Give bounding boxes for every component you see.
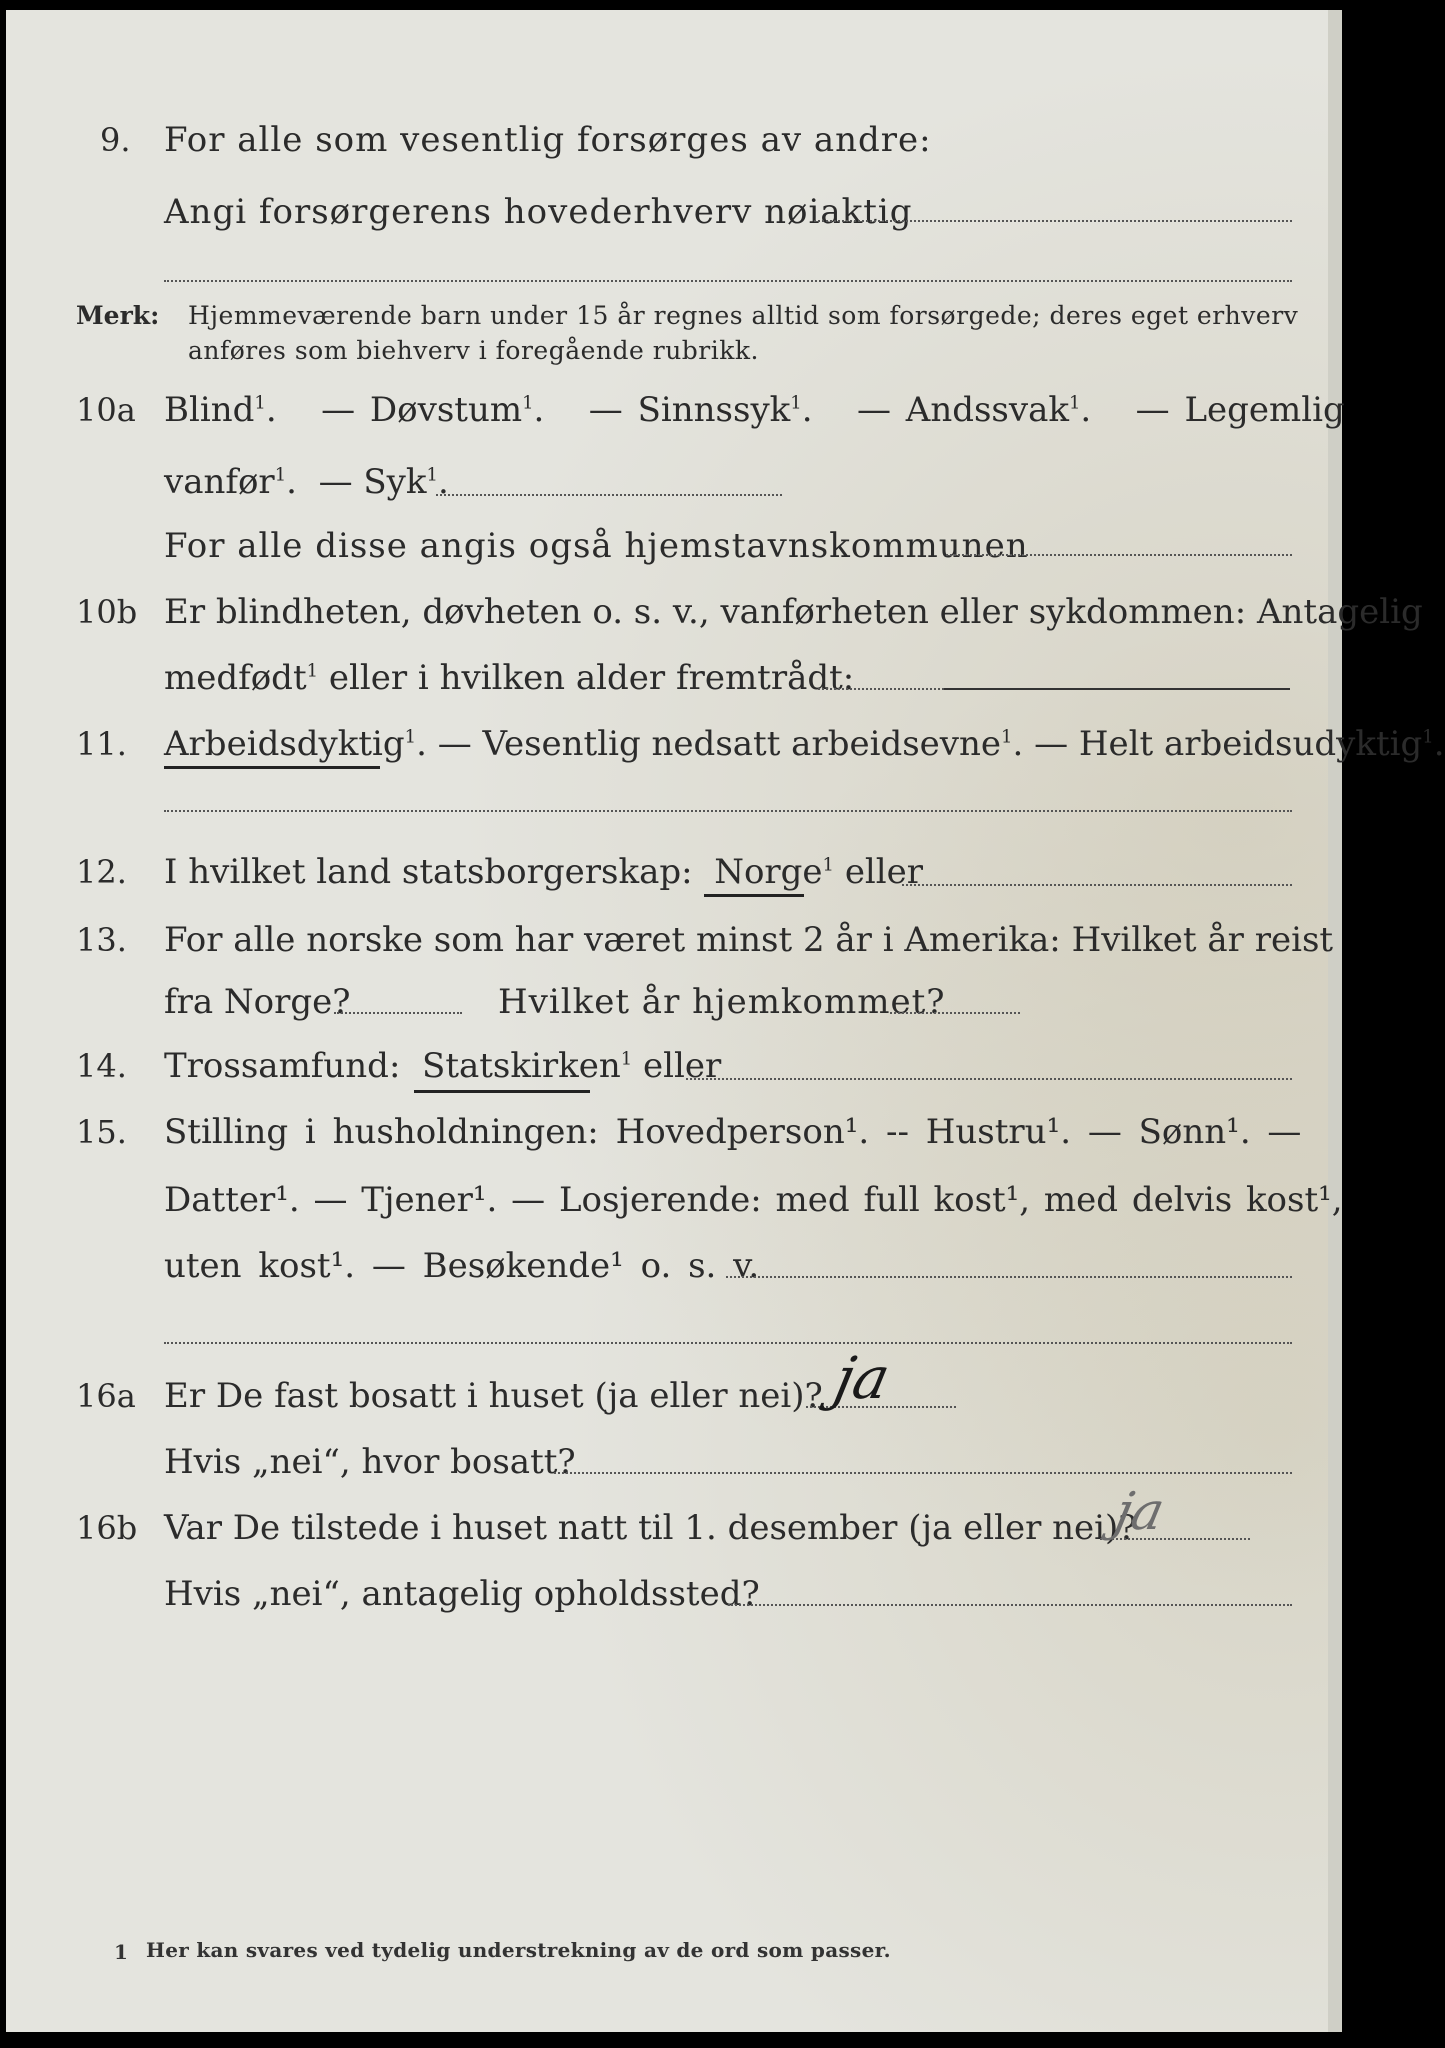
q16a-line2: Hvis „nei“, hvor bosatt? bbox=[164, 1442, 576, 1482]
footnote-ref: 1 bbox=[620, 1048, 633, 1070]
norge-underline bbox=[704, 894, 804, 897]
q15-answer-line[interactable] bbox=[726, 1276, 1292, 1278]
option-legemlig[interactable]: — Legemlig bbox=[1135, 390, 1345, 430]
option-arbeidsdyktig[interactable]: Arbeidsdyktig bbox=[164, 724, 405, 764]
footnote-ref: 1 bbox=[790, 392, 802, 414]
footnote-ref: 1 bbox=[404, 726, 417, 748]
q16b-number: 16b bbox=[76, 1509, 138, 1547]
q15-number: 15. bbox=[76, 1113, 127, 1151]
q11-number: 11. bbox=[76, 725, 127, 763]
statskirken-underline bbox=[414, 1090, 590, 1093]
footnote-ref: 1 bbox=[254, 392, 266, 414]
merk-line2: anføres som biehverv i foregående rubrikk. bbox=[188, 336, 759, 365]
footnote-ref: 1 bbox=[306, 660, 319, 682]
q9-line1: For alle som vesentlig forsørges av andre: bbox=[164, 120, 932, 160]
footnote-ref: 1 bbox=[426, 464, 438, 486]
q16b-line2: Hvis „nei“, antagelig opholdssted? bbox=[164, 1574, 760, 1614]
option-udyktig[interactable]: . — Helt arbeidsudyktig bbox=[1012, 724, 1423, 764]
q11-line: Arbeidsdyktig$^1$. — Vesentlig nedsatt arbeidsevne$^1$. — Helt arbeidsudyktig$^1$. bbox=[164, 724, 1445, 764]
footnote-ref: 1 bbox=[274, 464, 287, 486]
option-norge[interactable]: Norge bbox=[714, 852, 823, 892]
q13-line1: For alle norske som har været minst 2 år i Amerika: Hvilket år reist bbox=[164, 920, 1334, 960]
merk-line1: Hjemmeværende barn under 15 år regnes alltid som forsørgede; deres eget erhverv bbox=[188, 301, 1299, 330]
q14-answer-line[interactable] bbox=[686, 1078, 1292, 1080]
q15-answer-line-2[interactable] bbox=[164, 1342, 1292, 1344]
q10a-number: 10a bbox=[76, 391, 136, 429]
q9-answer-line[interactable] bbox=[814, 220, 1292, 222]
option-andssvak[interactable]: — Andssvak bbox=[856, 390, 1069, 430]
option-statskirken[interactable]: Statskirken bbox=[422, 1046, 621, 1086]
q16b-handwritten-answer[interactable]: ja bbox=[1109, 1482, 1170, 1542]
merk-label: Merk: bbox=[76, 301, 160, 330]
option-dovstum[interactable]: — Døvstum bbox=[321, 390, 523, 430]
q10a-hjemstavn-line[interactable] bbox=[946, 554, 1292, 556]
q16a-bosatt-line[interactable] bbox=[554, 1472, 1292, 1474]
q10a-line1: Blind$^1$. — Døvstum$^1$. — Sinnssyk$^1$. — Andssvak$^1$. — Legemlig bbox=[164, 390, 1345, 430]
census-form-page bbox=[6, 10, 1445, 2032]
q11-answer-line[interactable] bbox=[164, 810, 1292, 812]
footnote-ref: 1 bbox=[1001, 726, 1013, 748]
option-medfodt[interactable]: medfødt bbox=[164, 658, 307, 698]
footnote-mark: 1 bbox=[114, 1940, 129, 1964]
q9-answer-line-2[interactable] bbox=[164, 280, 1292, 282]
q10a-line3: For alle disse angis også hjemstavnskommunen bbox=[164, 526, 1029, 566]
q14-number: 14. bbox=[76, 1047, 127, 1085]
option-vanfor[interactable]: vanfør bbox=[164, 462, 275, 502]
q16a-handwritten-answer[interactable]: ja bbox=[828, 1344, 896, 1412]
statsborgerskap-label: I hvilket land statsborgerskap: bbox=[164, 852, 693, 892]
footnote-text: Her kan svares ved tydelig understrekning av de ord som passer. bbox=[146, 1938, 891, 1962]
q9-number: 9. bbox=[100, 121, 131, 159]
q13-line2a: fra Norge? bbox=[164, 982, 351, 1022]
q10a-answer-line[interactable] bbox=[436, 494, 782, 496]
hjemkommet-year-line[interactable] bbox=[890, 1012, 1020, 1014]
q10b-answer-dots[interactable] bbox=[818, 688, 944, 690]
option-blind[interactable]: Blind bbox=[164, 390, 255, 430]
footnote-ref: 1 bbox=[522, 392, 534, 414]
q10b-line2 bbox=[164, 658, 854, 698]
q15-line2: Datter¹. — Tjener¹. — Losjerende: med full kost¹, med delvis kost¹, bbox=[164, 1180, 1343, 1220]
alder-label: eller i hvilken alder fremtrådt: bbox=[328, 658, 855, 698]
footnote-ref: 1 bbox=[1068, 392, 1081, 414]
q16b-line1: Var De tilstede i huset natt til 1. desember (ja eller nei)? bbox=[164, 1508, 1137, 1548]
footnote-ref: 1 bbox=[822, 854, 834, 876]
q16a-number: 16a bbox=[76, 1377, 136, 1415]
option-syk[interactable]: — Syk bbox=[318, 462, 427, 502]
q14-line bbox=[164, 1046, 721, 1086]
q15-line1: Stilling i husholdningen: Hovedperson¹. -- Hustru¹. — Sønn¹. — bbox=[164, 1112, 1302, 1152]
footnote-ref: 1 bbox=[1422, 726, 1434, 748]
q10b-line1: Er blindheten, døvheten o. s. v., vanførheten eller sykdommen: Antagelig bbox=[164, 592, 1423, 632]
q13-line2b: Hvilket år hjemkommet? bbox=[498, 982, 946, 1022]
q12-line bbox=[164, 852, 923, 892]
trossamfund-label: Trossamfund: bbox=[164, 1046, 401, 1086]
eller-label: eller bbox=[642, 1046, 722, 1086]
q10a-line2: vanfør$^1$. — Syk$^1$. bbox=[164, 462, 449, 502]
q10b-answer-line[interactable] bbox=[944, 688, 1290, 690]
q15-line3: uten kost¹. — Besøkende¹ o. s. v. bbox=[164, 1246, 760, 1286]
q16a-line1: Er De fast bosatt i huset (ja eller nei)? bbox=[164, 1376, 823, 1416]
q10b-number: 10b bbox=[76, 593, 138, 631]
q13-number: 13. bbox=[76, 921, 127, 959]
option-nedsatt[interactable]: . — Vesentlig nedsatt arbeidsevne bbox=[416, 724, 1002, 764]
arbeidsdyktig-underline bbox=[164, 766, 380, 769]
q16b-opholdssted-line[interactable] bbox=[728, 1604, 1292, 1606]
eller-label: eller bbox=[844, 852, 924, 892]
reist-year-line[interactable] bbox=[334, 1012, 462, 1014]
q12-answer-line[interactable] bbox=[902, 884, 1292, 886]
q12-number: 12. bbox=[76, 853, 127, 891]
q9-line2: Angi forsørgerens hovederhverv nøiaktig bbox=[164, 192, 913, 232]
page-edge bbox=[1328, 10, 1342, 2032]
option-sinnssyk[interactable]: — Sinnssyk bbox=[588, 390, 791, 430]
